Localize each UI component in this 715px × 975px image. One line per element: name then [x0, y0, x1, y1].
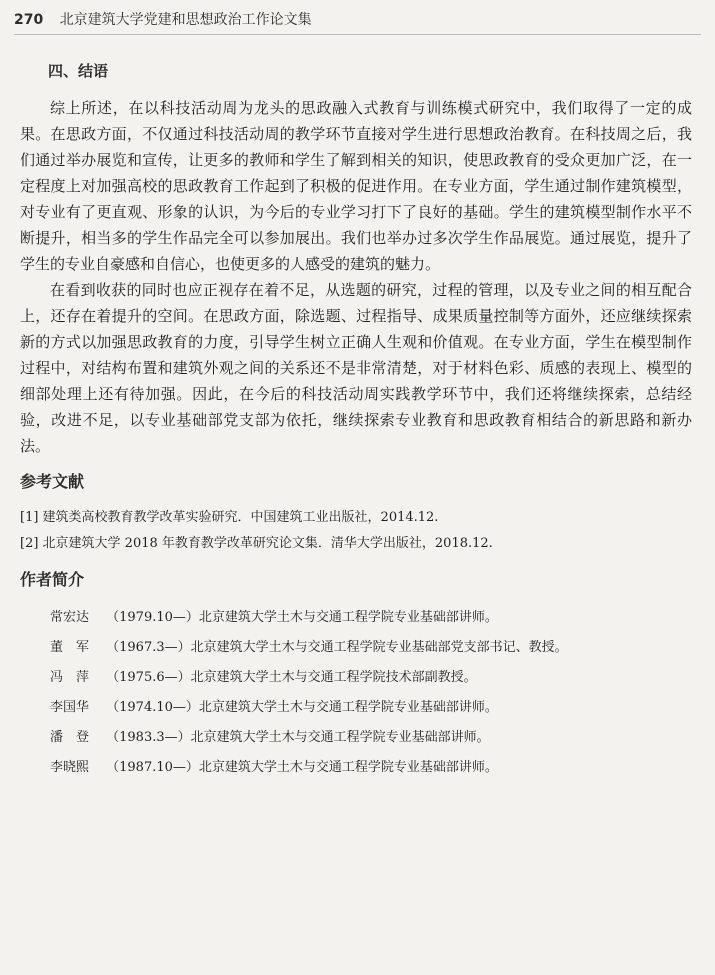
author-detail: （1983.3—）北京建筑大学土木与交通工程学院专业基础部讲师。 — [106, 730, 490, 745]
reference-item: [2] 北京建筑大学 2018 年教育教学改革研究论文集．清华大学出版社，2018.12. — [20, 536, 493, 551]
author-item — [50, 723, 692, 753]
author-item — [50, 663, 692, 693]
authors-list — [50, 603, 692, 783]
author-item — [50, 633, 692, 663]
author-item — [50, 753, 692, 783]
paragraph: 综上所述，在以科技活动周为龙头的思政融入式教育与训练模式研究中，我们取得了一定的成果。在思政方面，不仅通过科技活动周的教学环节直接对学生进行思想政治教育。在科技周之后，我们通过举办展览和宣传，让更多的教师和学生了解到相关的知识，使思政教育的受众更加广泛，在一定程度上对加强高校的思政教育工作起到了积极的促进作用。在专业方面，学生通过制作建筑模型，对专业有了更直观、形象的认识，为今后的专业学习打下了良好的基础。学生的建筑模型制作水平不断提升，相当多的学生作品完全可以参加展出。我们也举办过多次学生作品展览。通过展览，提升了学生的专业自豪感和自信心，也使更多的人感受的建筑的魅力。 — [20, 99, 692, 273]
reference-item: [1] 建筑类高校教育教学改革实验研究．中国建筑工业出版社，2014.12. — [20, 510, 439, 525]
authors-title: 作者简介 — [20, 570, 85, 589]
book-title: 北京建筑大学党建和思想政治工作论文集 — [59, 12, 312, 28]
section-heading-conclusion: 四、结语 — [48, 62, 109, 80]
page-number: 270 — [14, 12, 44, 28]
main-content — [20, 57, 692, 783]
references-list — [20, 505, 692, 557]
author-detail: （1967.3—）北京建筑大学土木与交通工程学院专业基础部党支部书记、教授。 — [106, 640, 568, 655]
references-title: 参考文献 — [20, 472, 85, 491]
author-detail: （1975.6—）北京建筑大学土木与交通工程学院技术部副教授。 — [106, 670, 477, 685]
author-detail: （1974.10—）北京建筑大学土木与交通工程学院专业基础部讲师。 — [106, 700, 498, 715]
header-rule — [14, 34, 701, 35]
author-name: 常宏达 — [50, 610, 90, 625]
paragraph: 在看到收获的同时也应正视存在着不足，从选题的研究，过程的管理，以及专业之间的相互配合上，还存在着提升的空间。在思政方面，除选题、过程指导、成果质量控制等方面外，还应继续探索新的方式以加强思政教育的力度，引导学生树立正确人生观和价值观。在专业方面，学生在模型制作过程中，对结构布置和建筑外观之间的关系还不是非常清楚，对于材料色彩、质感的表现上、模型的细部处理上还有待加强。因此，在今后的科技活动周实践教学环节中，我们还将继续探索，总结经验，改进不足，以专业基础部党支部为依托，继续探索专业教育和思政教育相结合的新思路和新办法。 — [20, 281, 692, 455]
author-detail: （1979.10—）北京建筑大学土木与交通工程学院专业基础部讲师。 — [106, 610, 498, 625]
author-name: 董 军 — [50, 640, 90, 655]
author-name: 李晓熙 — [50, 760, 90, 775]
author-item — [50, 603, 692, 633]
author-name: 冯 萍 — [50, 670, 90, 685]
author-name: 潘 登 — [50, 730, 90, 745]
author-detail: （1987.10—）北京建筑大学土木与交通工程学院专业基础部讲师。 — [106, 760, 498, 775]
author-name: 李国华 — [50, 700, 90, 715]
page-header — [14, 10, 701, 32]
author-item — [50, 693, 692, 723]
